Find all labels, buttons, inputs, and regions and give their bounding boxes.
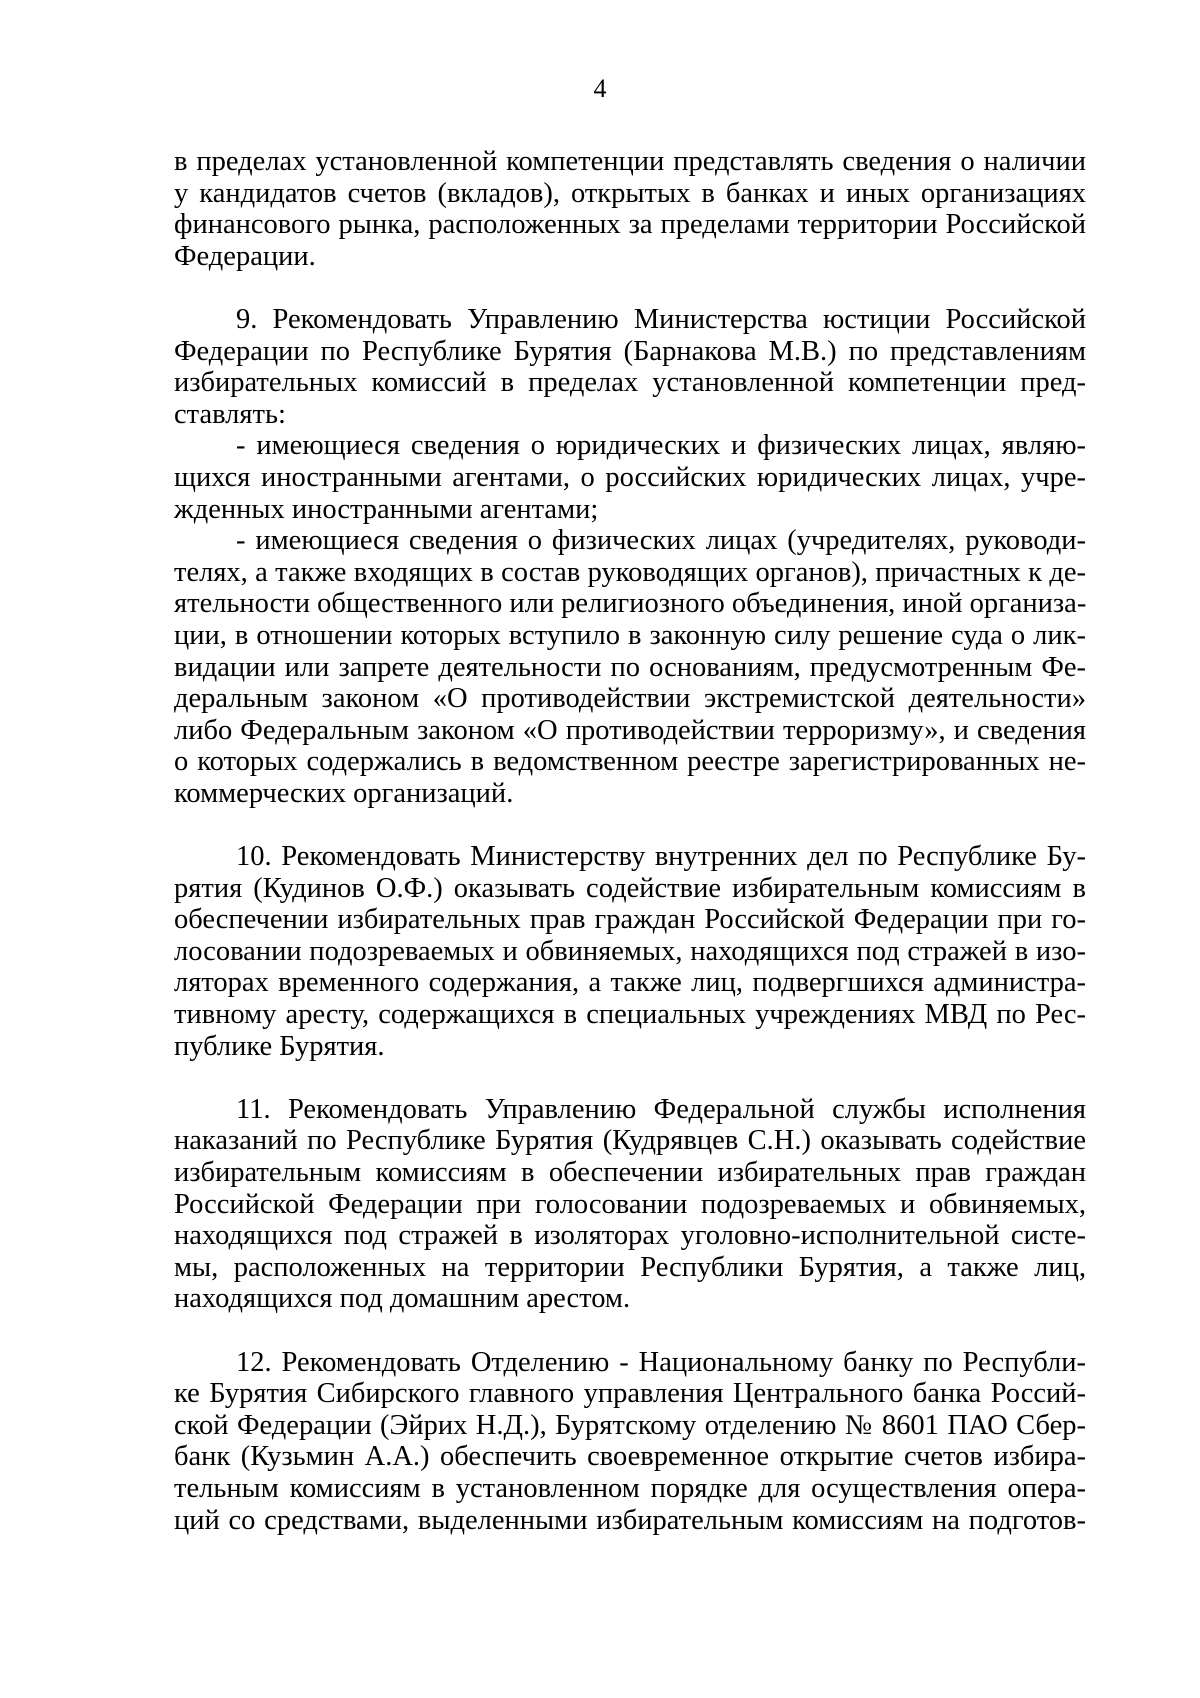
text-line: избирательным комиссиям в обеспечении избирательных прав граждан	[174, 1157, 1086, 1188]
text-line: избирательных комиссий в пределах установленной компетенции пред-	[174, 367, 1086, 399]
paragraph-item-12	[174, 1347, 1086, 1537]
paragraph-continuation	[174, 146, 1086, 272]
paragraph-item-11	[174, 1094, 1086, 1315]
paragraph-gap	[174, 272, 1086, 304]
text-line: - имеющиеся сведения о юридических и физических лицах, являю-	[236, 430, 1086, 462]
text-line: в пределах установленной компетенции представлять сведения о наличии	[174, 146, 1086, 177]
text-line: 11. Рекомендовать Управлению Федеральной службы исполнения	[236, 1093, 1086, 1125]
text-line: банк (Кузьмин А.А.) обеспечить своевременное открытие счетов избира-	[174, 1441, 1086, 1473]
text-line: щихся иностранными агентами, о российских юридических лицах, учре-	[174, 461, 1086, 493]
text-line: либо Федеральным законом «О противодействии терроризму», и сведения	[174, 714, 1086, 746]
paragraph-item-9	[174, 304, 1086, 430]
text-line: обеспечении избирательных прав граждан Российской Федерации при го-	[174, 904, 1086, 936]
text-line: находящихся под домашним арестом.	[174, 1283, 631, 1315]
text-line: находящихся под стражей в изоляторах уголовно-исполнительной систе-	[174, 1220, 1086, 1252]
page-number: 4	[593, 74, 607, 103]
text-line: наказаний по Республике Бурятия (Кудрявцев С.Н.) оказывать содействие	[174, 1125, 1086, 1157]
text-line: ятельности общественного или религиозного объединения, иной организа-	[174, 588, 1087, 620]
text-line: лосовании подозреваемых и обвиняемых, находящихся под стражей в изо-	[174, 935, 1086, 967]
paragraph-subitem-individuals	[174, 525, 1086, 809]
text-line: о которых содержались в ведомственном реестре зарегистрированных не-	[174, 746, 1086, 778]
text-line: мы, расположенных на территории Республики Бурятия, а также лиц,	[174, 1251, 1086, 1283]
text-line: 10. Рекомендовать Министерству внутренних дел по Республике Бу-	[236, 841, 1086, 873]
text-line: видации или запрете деятельности по основаниям, предусмотренным Фе-	[174, 651, 1086, 683]
text-line: у кандидатов счетов (вкладов), открытых в банках и иных организациях	[174, 177, 1086, 209]
text-line: ке Бурятия Сибирского главного управления Центрального банка Россий-	[174, 1378, 1086, 1410]
text-line: финансового рынка, расположенных за пределами территории Российской	[174, 209, 1086, 241]
text-line: рятия (Кудинов О.Ф.) оказывать содействие избирательным комиссиям в	[174, 872, 1086, 904]
text-line: ляторах временного содержания, а также лиц, подвергшихся администра-	[174, 967, 1086, 999]
paragraph-subitem-foreign-agents	[174, 430, 1086, 525]
document-body	[174, 146, 1086, 1536]
paragraph-gap	[174, 1315, 1086, 1347]
text-line: телях, а также входящих в состав руководящих органов), причастных к де-	[174, 556, 1086, 588]
paragraph-gap	[174, 1062, 1086, 1094]
text-line: Российской Федерации при голосовании подозреваемых и обвиняемых,	[174, 1188, 1086, 1220]
text-line: жденных иностранными агентами;	[174, 493, 599, 525]
text-line: ций со средствами, выделенными избирательным комиссиям на подготов-	[174, 1504, 1086, 1536]
text-line: ции, в отношении которых вступило в законную силу решение суда о лик-	[174, 619, 1086, 651]
text-line: - имеющиеся сведения о физических лицах (учредителях, руководи-	[236, 525, 1086, 557]
text-line: Федерации по Республике Бурятия (Барнакова М.В.) по представлениям	[174, 335, 1086, 367]
text-line: 12. Рекомендовать Отделению - Национальному банку по Республи-	[236, 1346, 1086, 1378]
text-line: тивному аресту, содержащихся в специальных учреждениях МВД по Рес-	[174, 999, 1086, 1031]
text-line: Федерации.	[174, 240, 316, 272]
paragraph-gap	[174, 809, 1086, 841]
text-line: ской Федерации (Эйрих Н.Д.), Бурятскому отделению № 8601 ПАО Сбер-	[174, 1409, 1086, 1441]
text-line: тельным комиссиям в установленном порядке для осуществления опера-	[174, 1472, 1086, 1504]
text-line: коммерческих организаций.	[174, 777, 514, 809]
paragraph-item-10	[174, 841, 1086, 1062]
text-line: ставлять:	[174, 398, 286, 430]
text-line: публике Бурятия.	[174, 1030, 385, 1062]
text-line: 9. Рекомендовать Управлению Министерства юстиции Российской	[236, 303, 1086, 335]
text-line: деральным законом «О противодействии экстремистской деятельности»	[174, 683, 1086, 715]
